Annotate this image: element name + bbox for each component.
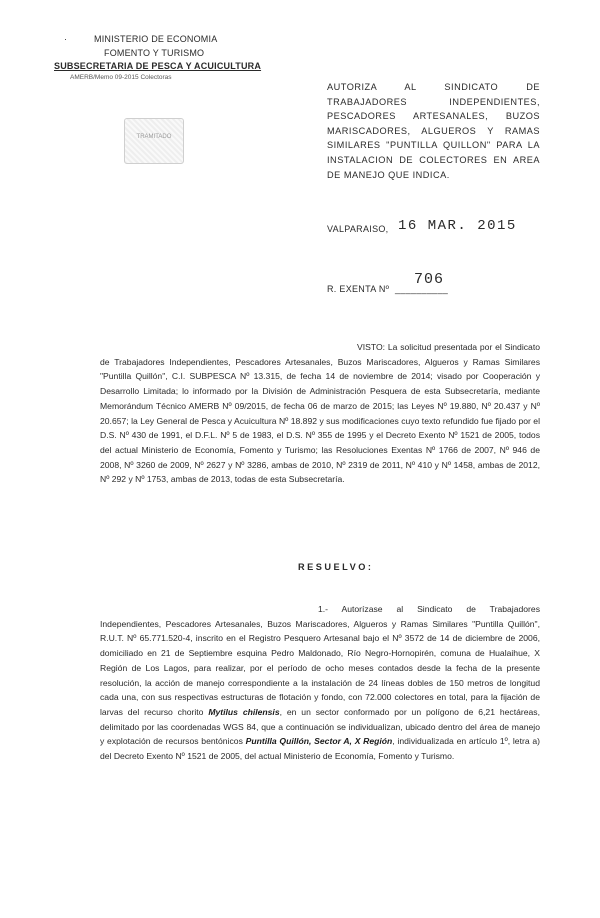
stamp-text: TRAMITADO [136,134,172,140]
resuelvo-paragraph [100,602,540,764]
resolution-date: 16 MAR. 2015 [398,218,517,234]
sector-name: Puntilla Quillón, Sector A, X Región [245,736,393,747]
ministry-mark-icon: · [64,34,68,44]
resolution-subject: AUTORIZA AL SINDICATO DE TRABAJADORES INDEPENDIENTES, PESCADORES ARTESANALES, BUZOS MARISCADORES, ALGUEROS Y RAMAS SIMILARES "PUNTILLA QUILLON" PARA LA INSTALACION DE COLECTORES EN AREA DE MANEJO QUE INDICA. [327,82,540,180]
reference-code: AMERB/Memo 09-2015 Colectoras [70,74,172,81]
resuelvo-first-line: 1.- Autorízase al Sindicato de Trabajadores [318,604,540,614]
ministry-line-2: FOMENTO Y TURISMO [104,48,205,58]
resuelvo-part-1: Independientes, Pescadores Artesanales, Buzos Mariscadores, Algueros y Ramas Similares "Puntilla Quillón", R.U.T. Nº 65.771.520-4, inscrito en el Registro Pesquero Artesanal bajo el Nº 3572 de 14 de diciembre de 2006, domiciliado en 21 de Septiembre esquina Pedro Maldonado, Río Negro-Hornopirén, comuna de Hualaihue, X Región de Los Lagos, para realizar, por el período de ocho meses contados desde la fecha de la presente resolución, la acción de manejo correspondiente a la instalación de 24 líneas dobles de 150 metros de longitud cada una, con sus respectivas estructuras de flotación y fondo, con 72.000 colectores en total, para la fijación de larvas del recurso chorito [100,618,540,717]
visto-body: Sindicato de Trabajadores Independientes, Pescadores Artesanales, Buzos Mariscadores, Algueros y Ramas Similares "Puntilla Quillón", C.I. SUBPESCA Nº 13.315, de fecha 14 de noviembre de 2014; visado por Cooperación y Desarrollo Limitada; lo informado por la División de Administración Pesquera de esta Subsecretaría, mediante Memorándum Técnico AMERB Nº 09/2015, de fecha 06 de marzo de 2015; las Leyes Nº 19.880, Nº 20.437 y Nº 20.657; la Ley General de Pesca y Acuicultura Nº 18.892 y sus modificaciones cuyo texto refundido fue fijado por el D.S. Nº 430 de 1991, el D.F.L. Nº 5 de 1983, el D.S. Nº 355 de 1995 y el Decreto Exento Nº 1521 de 2005, todos del actual Ministerio de Economía, Fomento y Turismo; las Resoluciones Exentas Nº 1766 de 2007, Nº 946 de 2008, Nº 3260 de 2009, Nº 2627 y Nº 3286, ambas de 2010, Nº 2319 de 2011, Nº 410 y Nº 1458, ambas de 2012, Nº 292 y Nº 1753, ambas de 2013, todas de esta Subsecretaría. [100,342,540,485]
visto-paragraph [100,340,540,487]
subsecretaria-heading: SUBSECRETARIA DE PESCA Y ACUICULTURA [54,61,262,71]
resolution-label: R. EXENTA Nº [327,284,390,294]
resuelvo-part-2: , en un sector conformado por un polígono de 6,21 hectáreas, delimitado por las coordenadas WGS 84, que a continuación se individualizan, ubicado dentro del área de manejo y explotación de recursos bentónicos [100,706,540,747]
resolution-underline: __________ [395,284,449,294]
species-name: Mytilus chilensis [208,706,280,717]
ministry-line-1: MINISTERIO DE ECONOMIA [94,34,218,44]
place-label: VALPARAISO, [327,224,389,234]
resuelvo-heading: RESUELVO: [298,562,374,572]
visto-first-line: VISTO: La solicitud presentada por el [357,342,502,352]
resuelvo-part-3: , individualizada en artículo 1º, letra a) del Decreto Exento Nº 1521 de 2005, del actual Ministerio de Economía, Fomento y Turismo. [100,736,541,762]
resolution-number: 706 [414,271,445,288]
official-stamp [124,118,184,164]
